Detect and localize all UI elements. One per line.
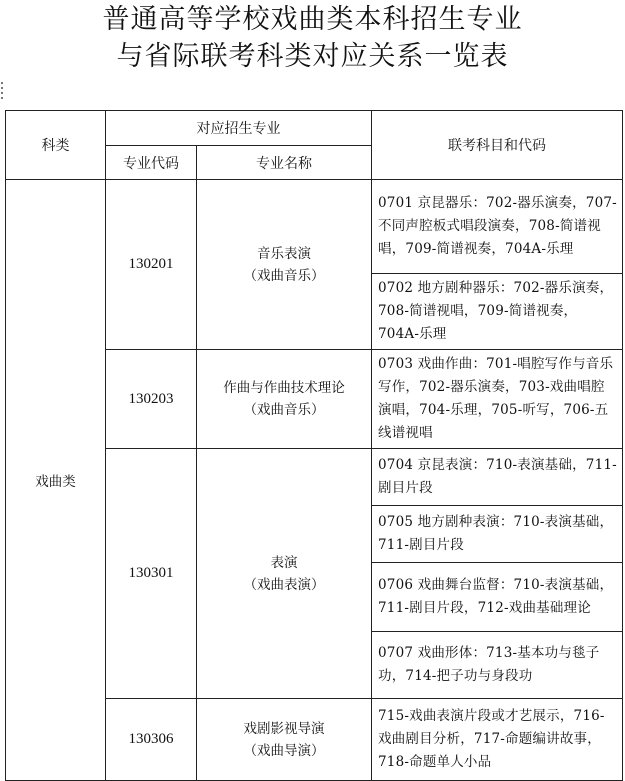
page-title-line1: 普通高等学校戏曲类本科招生专业 [102, 4, 523, 35]
exam-subjects-cell: 0707 戏曲形体：713-基本功与毯子功，714-把子功与身段功 [372, 632, 623, 699]
exam-subjects-cell: 0705 地方剧种表演：710-表演基础，711-剧目片段 [372, 506, 623, 563]
page-title-line2: 与省际联考科类对应关系一览表 [116, 41, 509, 72]
major-name-note: （戏曲音乐） [243, 267, 325, 284]
major-name: 音乐表演 [257, 245, 311, 262]
header-exam: 联考科目和代码 [372, 111, 623, 180]
major-code-cell: 130203 [106, 350, 197, 449]
major-code-cell: 130301 [106, 449, 197, 699]
major-name: 表演 [270, 554, 298, 571]
header-category: 科类 [6, 111, 106, 180]
major-name: 戏剧影视导演 [243, 720, 325, 737]
major-name-cell [197, 449, 372, 699]
major-name-cell [197, 699, 372, 781]
major-name-cell [197, 180, 372, 350]
major-name-cell [197, 350, 372, 449]
header-major-group: 对应招生专业 [106, 111, 372, 146]
exam-subjects-cell: 0706 戏曲舞台监督：710-表演基础，711-剧目片段，712-戏曲基础理论 [372, 563, 623, 632]
major-name-note: （戏曲导演） [243, 742, 325, 759]
major-name-note: （戏曲表演） [243, 576, 325, 593]
major-code-cell: 130201 [106, 180, 197, 350]
exam-subjects-cell: 0704 京昆表演：710-表演基础，711-剧目片段 [372, 449, 623, 506]
exam-subjects-cell: 715-戏曲表演片段或才艺展示，716-戏曲剧目分析，717-命题编讲故事，718-命题单人小品 [372, 699, 623, 781]
header-major-name: 专业名称 [197, 146, 372, 180]
exam-subjects-cell: 0703 戏曲作曲：701-唱腔写作与音乐写作，702-器乐演奏，703-戏曲唱腔演唱，704-乐理，705-听写，706-五线谱视唱 [372, 350, 623, 449]
header-major-code: 专业代码 [106, 146, 197, 180]
major-code-cell: 130306 [106, 699, 197, 781]
resize-handle-icon [0, 82, 4, 102]
exam-subjects-cell: 0702 地方剧种器乐：702-器乐演奏，708-简谱视唱，709-简谱视奏，704A-乐理 [372, 274, 623, 350]
exam-subjects-cell: 0701 京昆器乐：702-器乐演奏，707-不同声腔板式唱段演奏，708-简谱视唱，709-简谱视奏，704A-乐理 [372, 180, 623, 274]
category-cell: 戏曲类 [6, 180, 106, 781]
major-name-note: （戏曲音乐） [243, 402, 325, 418]
correspondence-table [5, 110, 623, 781]
major-name: 作曲与作曲技术理论 [223, 380, 345, 396]
